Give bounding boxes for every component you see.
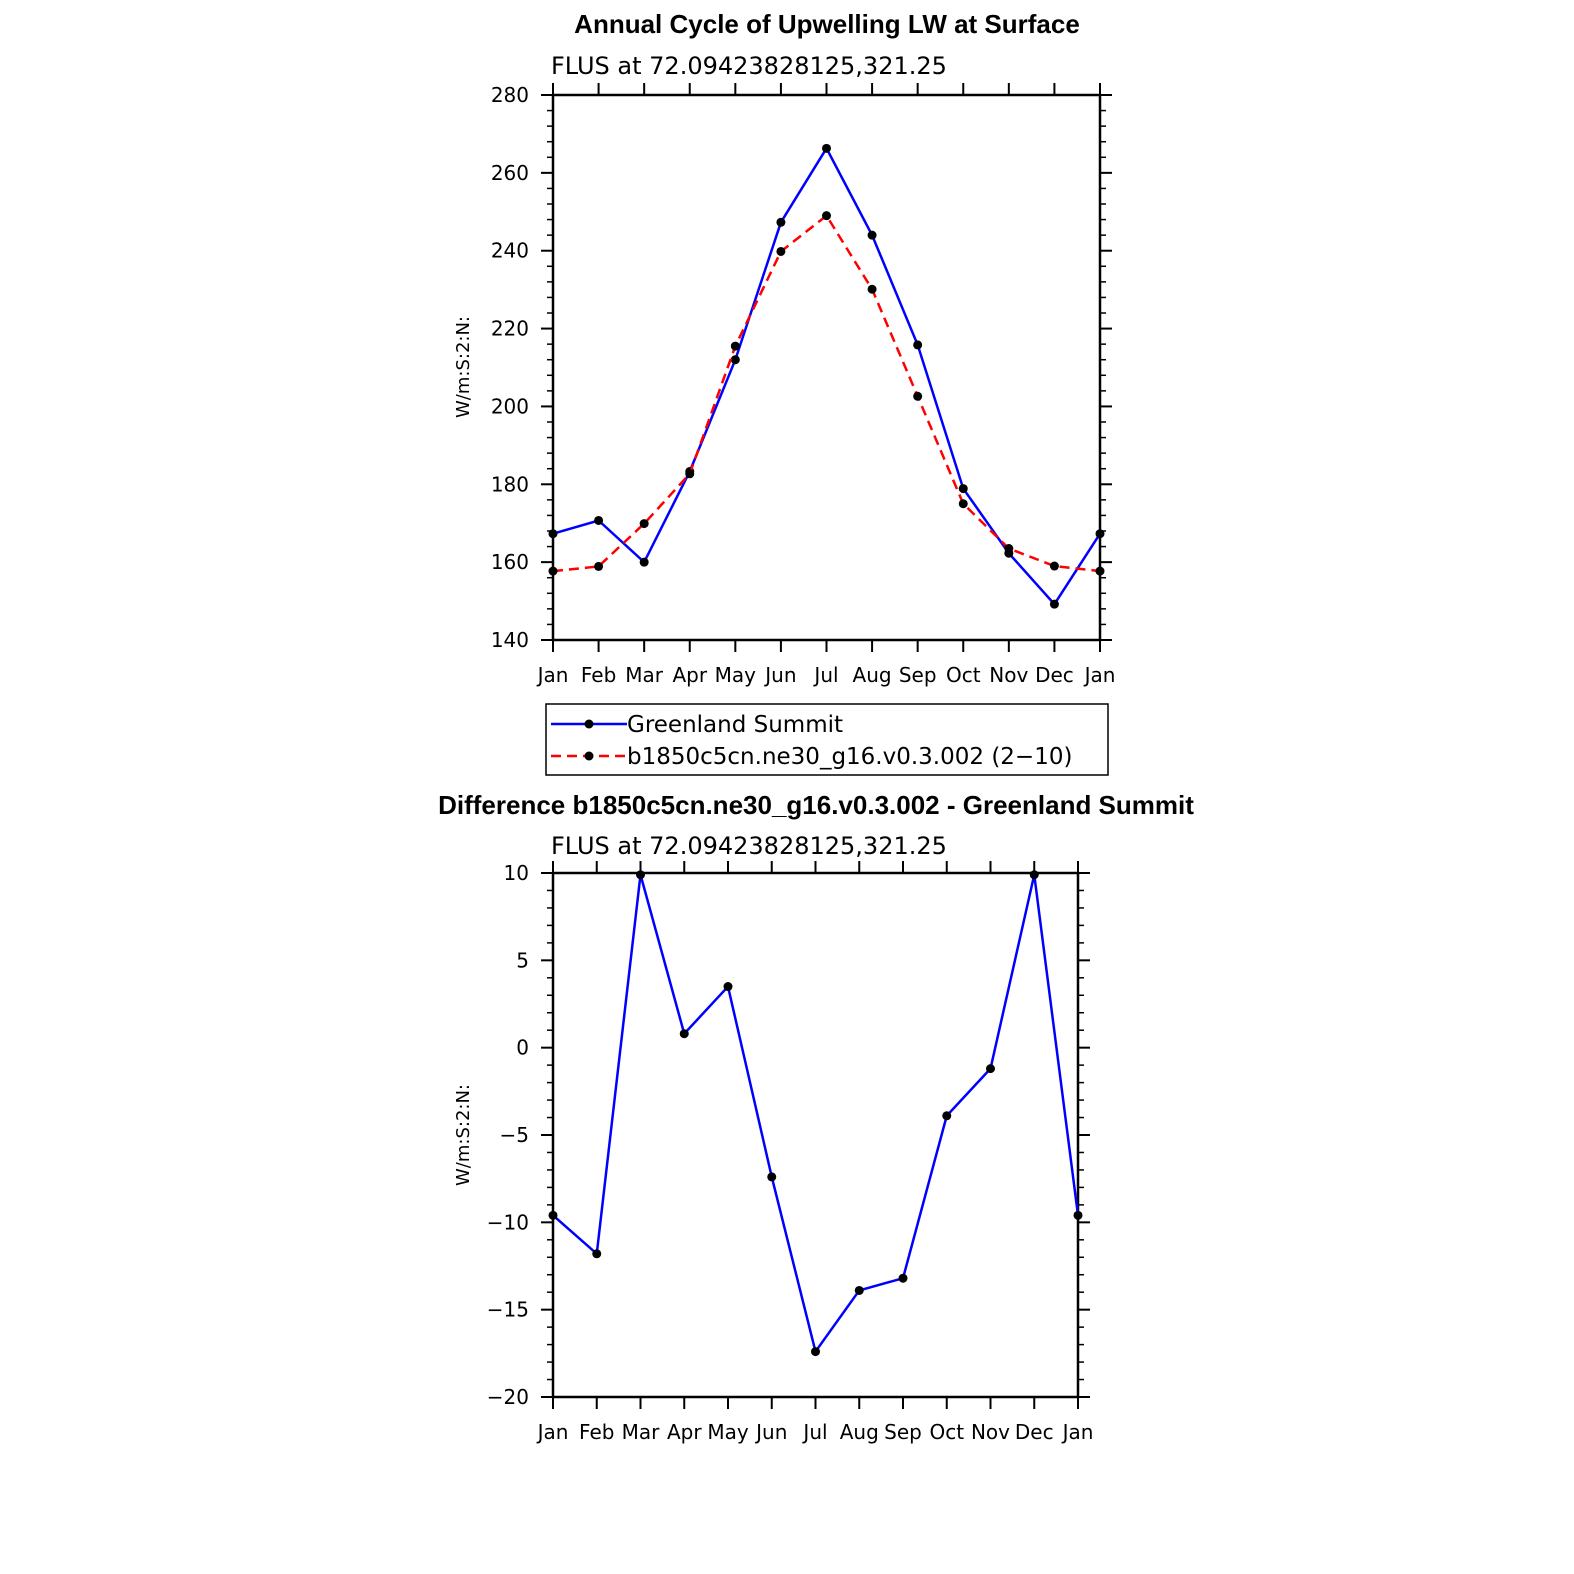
y-tick-label: 260 (490, 160, 529, 185)
series-line-0 (553, 875, 1078, 1352)
x-tick-label: Oct (929, 1420, 965, 1444)
data-point (549, 1211, 558, 1220)
chart-subtitle: FLUS at 72.09423828125,321.25 (551, 832, 947, 860)
legend-swatch-marker (585, 752, 594, 761)
x-tick-label: Apr (672, 663, 708, 687)
data-point (811, 1347, 820, 1356)
data-point (868, 231, 877, 240)
chart-title: Difference b1850c5cn.ne30_g16.v0.3.002 - Greenland Summit (438, 790, 1194, 820)
data-point (913, 392, 922, 401)
data-point (776, 247, 785, 256)
data-point (1004, 544, 1013, 553)
y-tick-label: 240 (490, 238, 529, 263)
x-tick-label: Nov (970, 1420, 1011, 1444)
y-axis-label: W/m:S:2:N: (453, 316, 474, 418)
x-tick-label: Aug (839, 1420, 879, 1444)
data-point (549, 567, 558, 576)
legend-swatch-marker (585, 720, 594, 729)
x-tick-label: Mar (621, 1420, 660, 1444)
data-point (1074, 1211, 1083, 1220)
y-tick-label: 220 (490, 316, 529, 341)
data-point (594, 516, 603, 525)
data-point (868, 285, 877, 294)
x-tick-label: Dec (1014, 1420, 1054, 1444)
x-tick-label: Jan (1084, 663, 1116, 687)
data-point (640, 558, 649, 567)
y-tick-label: 0 (516, 1035, 529, 1060)
data-point (942, 1111, 951, 1120)
data-point (899, 1274, 908, 1283)
data-point (822, 211, 831, 220)
legend-label: Greenland Summit (627, 712, 844, 738)
data-point (680, 1029, 689, 1038)
data-point (731, 355, 740, 364)
x-tick-label: Feb (579, 1420, 615, 1444)
data-point (685, 469, 694, 478)
data-point (1050, 600, 1059, 609)
data-point (913, 340, 922, 349)
data-point (1096, 529, 1105, 538)
data-point (767, 1172, 776, 1181)
difference-chart (438, 790, 1194, 1444)
data-point (1096, 567, 1105, 576)
y-tick-label: 280 (490, 83, 529, 107)
plot-area (487, 861, 1094, 1444)
y-tick-label: 160 (490, 550, 529, 575)
data-point (855, 1286, 864, 1295)
y-tick-label: 140 (490, 628, 529, 652)
plot-frame (553, 95, 1100, 640)
y-axis-label: W/m:S:2:N: (453, 1084, 474, 1186)
data-point (592, 1249, 601, 1258)
x-tick-label: Jun (765, 663, 797, 687)
y-tick-label: −5 (499, 1123, 529, 1147)
x-tick-label: Aug (852, 663, 892, 687)
data-point (731, 342, 740, 351)
y-tick-label: 200 (490, 394, 529, 419)
x-tick-label: Nov (989, 663, 1029, 687)
x-tick-label: Jul (803, 1420, 828, 1444)
x-tick-label: Jun (756, 1420, 788, 1444)
data-point (986, 1064, 995, 1073)
x-tick-label: Feb (580, 663, 617, 687)
x-tick-label: Sep (884, 1420, 922, 1444)
data-point (1050, 562, 1059, 571)
x-tick-label: Dec (1035, 663, 1074, 687)
data-point (594, 562, 603, 571)
data-point (640, 519, 649, 528)
data-point (636, 870, 645, 879)
annual-cycle-chart (453, 9, 1115, 775)
x-tick-label: Jan (537, 1420, 569, 1444)
y-tick-label: 180 (490, 472, 529, 497)
legend (546, 704, 1108, 775)
x-tick-label: Jul (814, 663, 839, 687)
data-point (776, 218, 785, 227)
data-point (549, 529, 558, 538)
x-tick-label: May (714, 663, 757, 687)
x-tick-label: May (707, 1420, 749, 1444)
y-tick-label: −15 (486, 1297, 529, 1322)
data-point (959, 484, 968, 493)
y-tick-label: 10 (503, 861, 529, 885)
plot-area (491, 83, 1116, 687)
data-point (822, 144, 831, 153)
chart-subtitle: FLUS at 72.09423828125,321.25 (551, 52, 947, 80)
data-point (959, 499, 968, 508)
x-tick-label: Mar (625, 663, 664, 687)
x-tick-label: Oct (945, 663, 981, 687)
legend-label: b1850c5cn.ne30_g16.v0.3.002 (2−10) (627, 744, 1073, 770)
data-point (1030, 870, 1039, 879)
x-tick-label: Apr (666, 1420, 702, 1444)
y-tick-label: −20 (486, 1385, 529, 1409)
chart-title: Annual Cycle of Upwelling LW at Surface (574, 9, 1080, 39)
x-tick-label: Sep (898, 663, 937, 687)
y-tick-label: 5 (516, 948, 529, 973)
x-tick-label: Jan (1062, 1420, 1094, 1444)
data-point (724, 982, 733, 991)
y-tick-label: −10 (486, 1210, 529, 1235)
legend-entry-b1850c5cn (551, 744, 1072, 770)
series-line-1 (553, 216, 1100, 571)
x-tick-label: Jan (537, 663, 569, 687)
